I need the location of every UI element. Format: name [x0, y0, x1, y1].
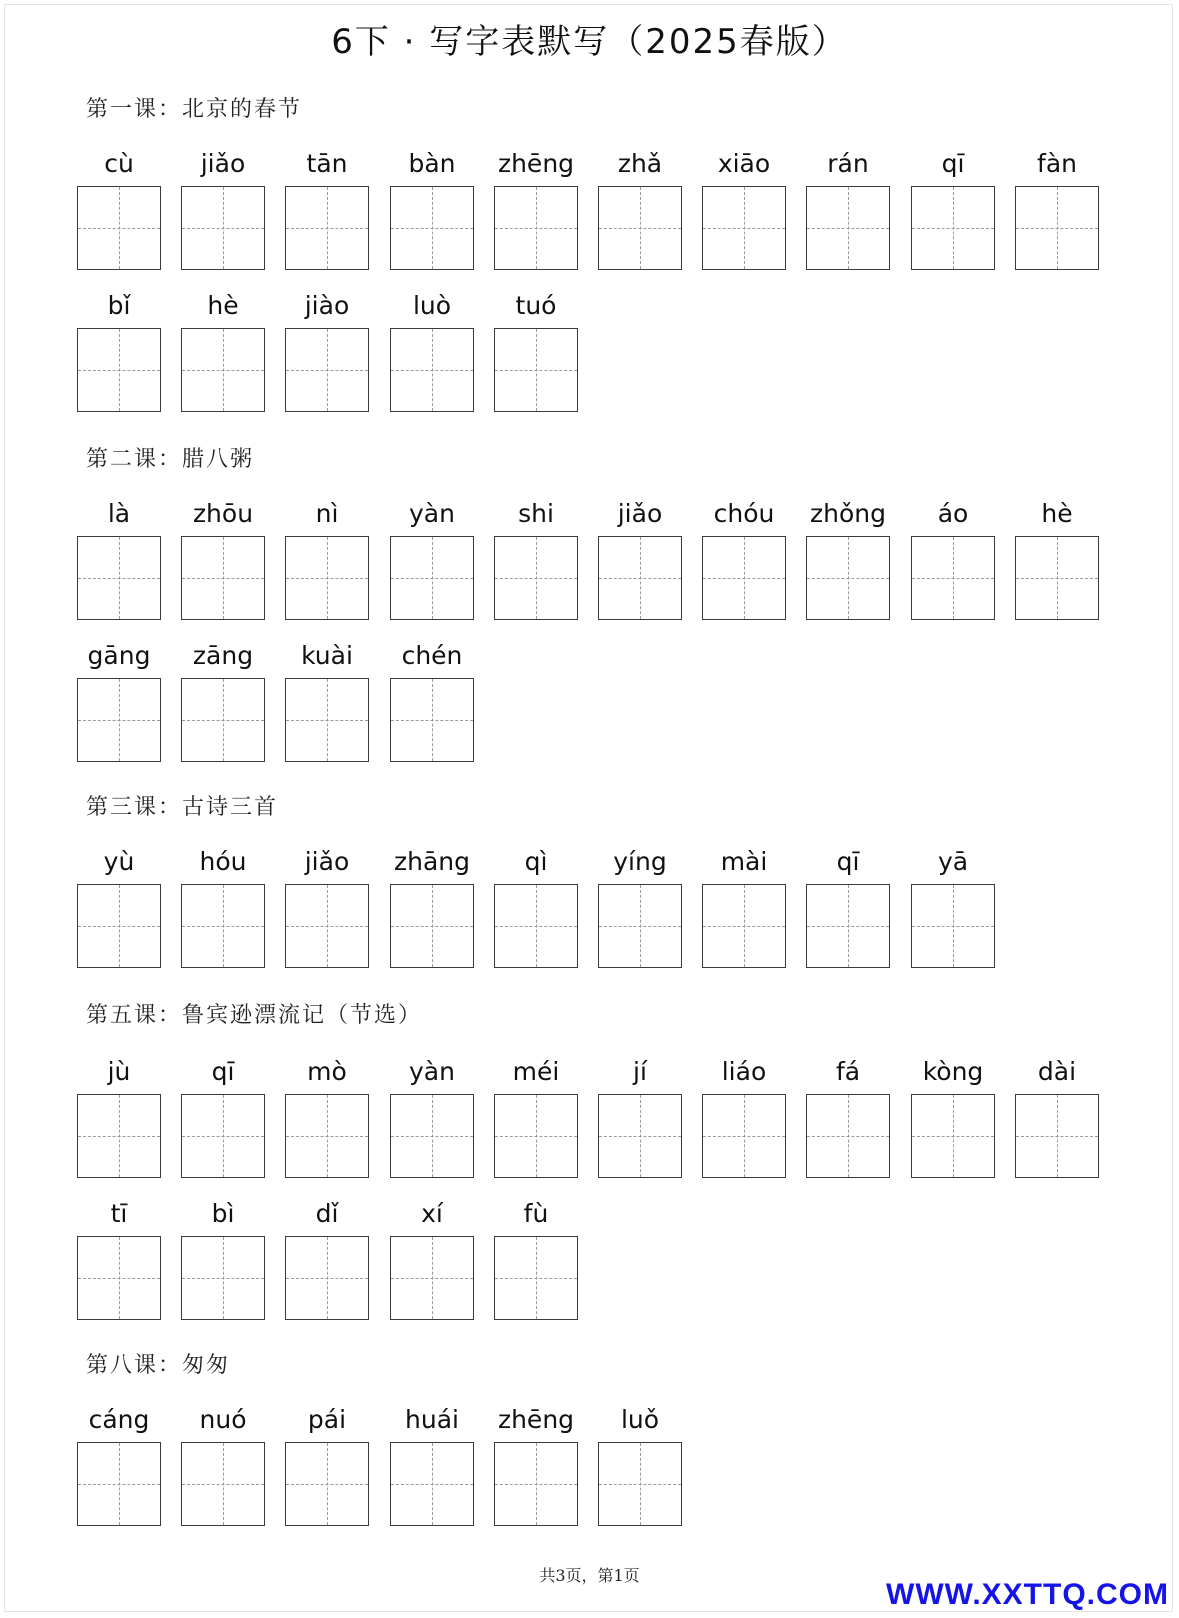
writing-grid-box[interactable]	[1015, 186, 1099, 270]
pinyin-label: yā	[937, 847, 969, 876]
writing-grid-box[interactable]	[285, 536, 369, 620]
pinyin-label: liáo	[721, 1057, 767, 1086]
character-cell	[702, 1050, 786, 1180]
page-title: 6下 · 写字表默写（2025春版）	[331, 22, 848, 62]
character-cell	[911, 1050, 995, 1180]
pinyin-label: là	[107, 499, 131, 528]
pinyin-label: dǐ	[315, 1199, 339, 1228]
writing-grid-box[interactable]	[77, 884, 161, 968]
character-cell	[702, 492, 786, 622]
pinyin-label: zhǎ	[617, 149, 663, 178]
character-cell	[181, 1050, 265, 1180]
writing-grid-box[interactable]	[285, 1094, 369, 1178]
character-cell	[494, 492, 578, 622]
character-cell	[494, 284, 578, 414]
pinyin-label: luò	[412, 291, 452, 320]
pinyin-label: chén	[401, 641, 463, 670]
pinyin-label: tī	[110, 1199, 128, 1228]
character-cell	[285, 634, 369, 764]
pinyin-label: zhēng	[497, 1405, 575, 1434]
pinyin-label: kuài	[301, 641, 353, 670]
writing-grid-box[interactable]	[181, 328, 265, 412]
character-cell	[181, 492, 265, 622]
character-cell	[77, 840, 161, 970]
pinyin-label: zhōu	[192, 499, 254, 528]
writing-grid-box[interactable]	[806, 1094, 890, 1178]
character-cell	[390, 142, 474, 272]
writing-grid-box[interactable]	[181, 186, 265, 270]
pinyin-label: yàn	[409, 499, 455, 528]
character-cell	[598, 142, 682, 272]
writing-grid-box[interactable]	[702, 1094, 786, 1178]
writing-grid-box[interactable]	[390, 884, 474, 968]
lesson-heading: 第八课：匆匆	[86, 1353, 231, 1378]
writing-grid-box[interactable]	[1015, 536, 1099, 620]
character-cell	[285, 284, 369, 414]
writing-grid-box[interactable]	[285, 678, 369, 762]
pinyin-label: jiǎo	[617, 499, 663, 528]
pinyin-label: áo	[937, 499, 969, 528]
pinyin-label: fàn	[1037, 149, 1077, 178]
character-cell	[285, 1398, 369, 1528]
pinyin-label: jù	[107, 1057, 131, 1086]
writing-grid-box[interactable]	[285, 328, 369, 412]
writing-grid-box[interactable]	[181, 678, 265, 762]
pinyin-label: jiǎo	[304, 847, 350, 876]
character-cell	[390, 840, 474, 970]
pinyin-label: bì	[211, 1199, 235, 1228]
character-cell	[77, 284, 161, 414]
writing-grid-box[interactable]	[181, 1236, 265, 1320]
writing-grid-box[interactable]	[598, 186, 682, 270]
writing-grid-box[interactable]	[181, 1094, 265, 1178]
pinyin-label: qī	[941, 149, 965, 178]
writing-grid-box[interactable]	[911, 884, 995, 968]
writing-grid-box[interactable]	[1015, 1094, 1099, 1178]
character-cell	[598, 1050, 682, 1180]
writing-grid-box[interactable]	[181, 536, 265, 620]
character-cell	[77, 142, 161, 272]
character-cell	[702, 142, 786, 272]
pinyin-label: fù	[523, 1199, 549, 1228]
pinyin-label: qī	[836, 847, 860, 876]
pinyin-label: luǒ	[620, 1405, 660, 1434]
writing-grid-box[interactable]	[390, 1236, 474, 1320]
writing-grid-box[interactable]	[77, 1236, 161, 1320]
character-cell	[77, 1050, 161, 1180]
character-cell	[77, 1192, 161, 1322]
character-cell	[494, 1050, 578, 1180]
character-cell	[911, 142, 995, 272]
writing-grid-box[interactable]	[806, 536, 890, 620]
writing-grid-box[interactable]	[390, 536, 474, 620]
pinyin-label: bǐ	[107, 291, 131, 320]
pinyin-label: tān	[306, 149, 348, 178]
writing-grid-box[interactable]	[390, 1442, 474, 1526]
pinyin-label: fá	[835, 1057, 861, 1086]
pinyin-label: zāng	[192, 641, 254, 670]
pinyin-label: hè	[207, 291, 239, 320]
writing-grid-box[interactable]	[494, 1236, 578, 1320]
pinyin-label: dài	[1037, 1057, 1077, 1086]
pinyin-label: chóu	[713, 499, 775, 528]
character-cell	[390, 1050, 474, 1180]
writing-grid-box[interactable]	[598, 1442, 682, 1526]
character-cell	[1015, 1050, 1099, 1180]
writing-grid-box[interactable]	[598, 1094, 682, 1178]
pinyin-label: huái	[405, 1405, 459, 1434]
character-cell	[702, 840, 786, 970]
character-cell	[77, 1398, 161, 1528]
character-cell	[390, 634, 474, 764]
writing-grid-box[interactable]	[285, 1442, 369, 1526]
writing-grid-box[interactable]	[494, 1442, 578, 1526]
pinyin-label: hè	[1041, 499, 1073, 528]
writing-grid-box[interactable]	[77, 328, 161, 412]
pinyin-label: cù	[104, 149, 134, 178]
writing-grid-box[interactable]	[390, 678, 474, 762]
pinyin-label: zhǒng	[810, 499, 886, 528]
character-cell	[911, 492, 995, 622]
writing-grid-box[interactable]	[598, 536, 682, 620]
pinyin-label: nì	[315, 499, 339, 528]
writing-grid-box[interactable]	[911, 1094, 995, 1178]
writing-grid-box[interactable]	[702, 186, 786, 270]
writing-grid-box[interactable]	[77, 536, 161, 620]
character-cell	[285, 840, 369, 970]
writing-grid-box[interactable]	[285, 186, 369, 270]
pinyin-label: qì	[524, 847, 548, 876]
character-cell	[181, 284, 265, 414]
pinyin-label: xiāo	[717, 149, 771, 178]
lesson-heading: 第一课：北京的春节	[86, 97, 303, 122]
character-cell	[181, 1398, 265, 1528]
writing-grid-box[interactable]	[806, 186, 890, 270]
character-cell	[911, 840, 995, 970]
pinyin-label: jiào	[304, 291, 350, 320]
pinyin-label: yù	[103, 847, 135, 876]
character-cell	[1015, 492, 1099, 622]
pinyin-label: pái	[307, 1405, 347, 1434]
pinyin-label: yàn	[409, 1057, 455, 1086]
character-cell	[390, 492, 474, 622]
character-cell	[285, 1050, 369, 1180]
pinyin-label: shi	[518, 499, 554, 528]
writing-grid-box[interactable]	[598, 884, 682, 968]
character-cell	[598, 1398, 682, 1528]
pinyin-label: jiǎo	[200, 149, 246, 178]
writing-grid-box[interactable]	[285, 1236, 369, 1320]
character-cell	[598, 492, 682, 622]
character-cell	[390, 284, 474, 414]
character-cell	[77, 634, 161, 764]
pinyin-label: zhāng	[393, 847, 470, 876]
pinyin-label: cáng	[88, 1405, 150, 1434]
character-cell	[494, 840, 578, 970]
writing-grid-box[interactable]	[494, 884, 578, 968]
pinyin-label: mò	[307, 1057, 347, 1086]
pinyin-label: méi	[512, 1057, 560, 1086]
character-cell	[598, 840, 682, 970]
pinyin-label: rán	[827, 149, 869, 178]
character-cell	[77, 492, 161, 622]
writing-grid-box[interactable]	[494, 536, 578, 620]
pinyin-label: tuó	[515, 291, 557, 320]
writing-grid-box[interactable]	[494, 1094, 578, 1178]
writing-grid-box[interactable]	[702, 884, 786, 968]
writing-grid-box[interactable]	[77, 1442, 161, 1526]
writing-grid-box[interactable]	[806, 884, 890, 968]
character-cell	[806, 840, 890, 970]
writing-grid-box[interactable]	[77, 1094, 161, 1178]
writing-grid-box[interactable]	[702, 536, 786, 620]
pinyin-label: hóu	[199, 847, 247, 876]
character-cell	[1015, 142, 1099, 272]
writing-grid-box[interactable]	[390, 328, 474, 412]
pinyin-label: gāng	[87, 641, 151, 670]
watermark: WWW.XXTTQ.COM	[886, 1578, 1169, 1611]
writing-grid-box[interactable]	[77, 678, 161, 762]
pinyin-label: qī	[211, 1057, 235, 1086]
character-cell	[285, 142, 369, 272]
pinyin-label: nuó	[199, 1405, 247, 1434]
pinyin-label: yíng	[613, 847, 667, 876]
writing-grid-box[interactable]	[494, 328, 578, 412]
character-cell	[494, 1192, 578, 1322]
character-cell	[390, 1192, 474, 1322]
character-cell	[181, 634, 265, 764]
writing-grid-box[interactable]	[181, 1442, 265, 1526]
character-cell	[181, 1192, 265, 1322]
character-cell	[181, 142, 265, 272]
pinyin-label: bàn	[408, 149, 456, 178]
character-cell	[806, 142, 890, 272]
pinyin-label: xí	[421, 1199, 443, 1228]
writing-grid-box[interactable]	[390, 186, 474, 270]
writing-grid-box[interactable]	[911, 536, 995, 620]
lesson-heading: 第五课：鲁宾逊漂流记（节选）	[86, 1003, 423, 1028]
page-footer: 共3页，第1页	[539, 1566, 640, 1585]
character-cell	[806, 1050, 890, 1180]
writing-grid-box[interactable]	[77, 186, 161, 270]
character-cell	[494, 1398, 578, 1528]
character-cell	[390, 1398, 474, 1528]
writing-grid-box[interactable]	[390, 1094, 474, 1178]
character-cell	[285, 492, 369, 622]
pinyin-label: jí	[633, 1057, 647, 1086]
writing-grid-box[interactable]	[494, 186, 578, 270]
pinyin-label: mài	[720, 847, 768, 876]
lesson-heading: 第三课：古诗三首	[86, 795, 279, 820]
character-cell	[285, 1192, 369, 1322]
writing-grid-box[interactable]	[285, 884, 369, 968]
character-cell	[806, 492, 890, 622]
writing-grid-box[interactable]	[181, 884, 265, 968]
pinyin-label: kòng	[922, 1057, 984, 1086]
lesson-heading: 第二课：腊八粥	[86, 447, 255, 472]
writing-grid-box[interactable]	[911, 186, 995, 270]
pinyin-label: zhēng	[497, 149, 575, 178]
character-cell	[494, 142, 578, 272]
character-cell	[181, 840, 265, 970]
